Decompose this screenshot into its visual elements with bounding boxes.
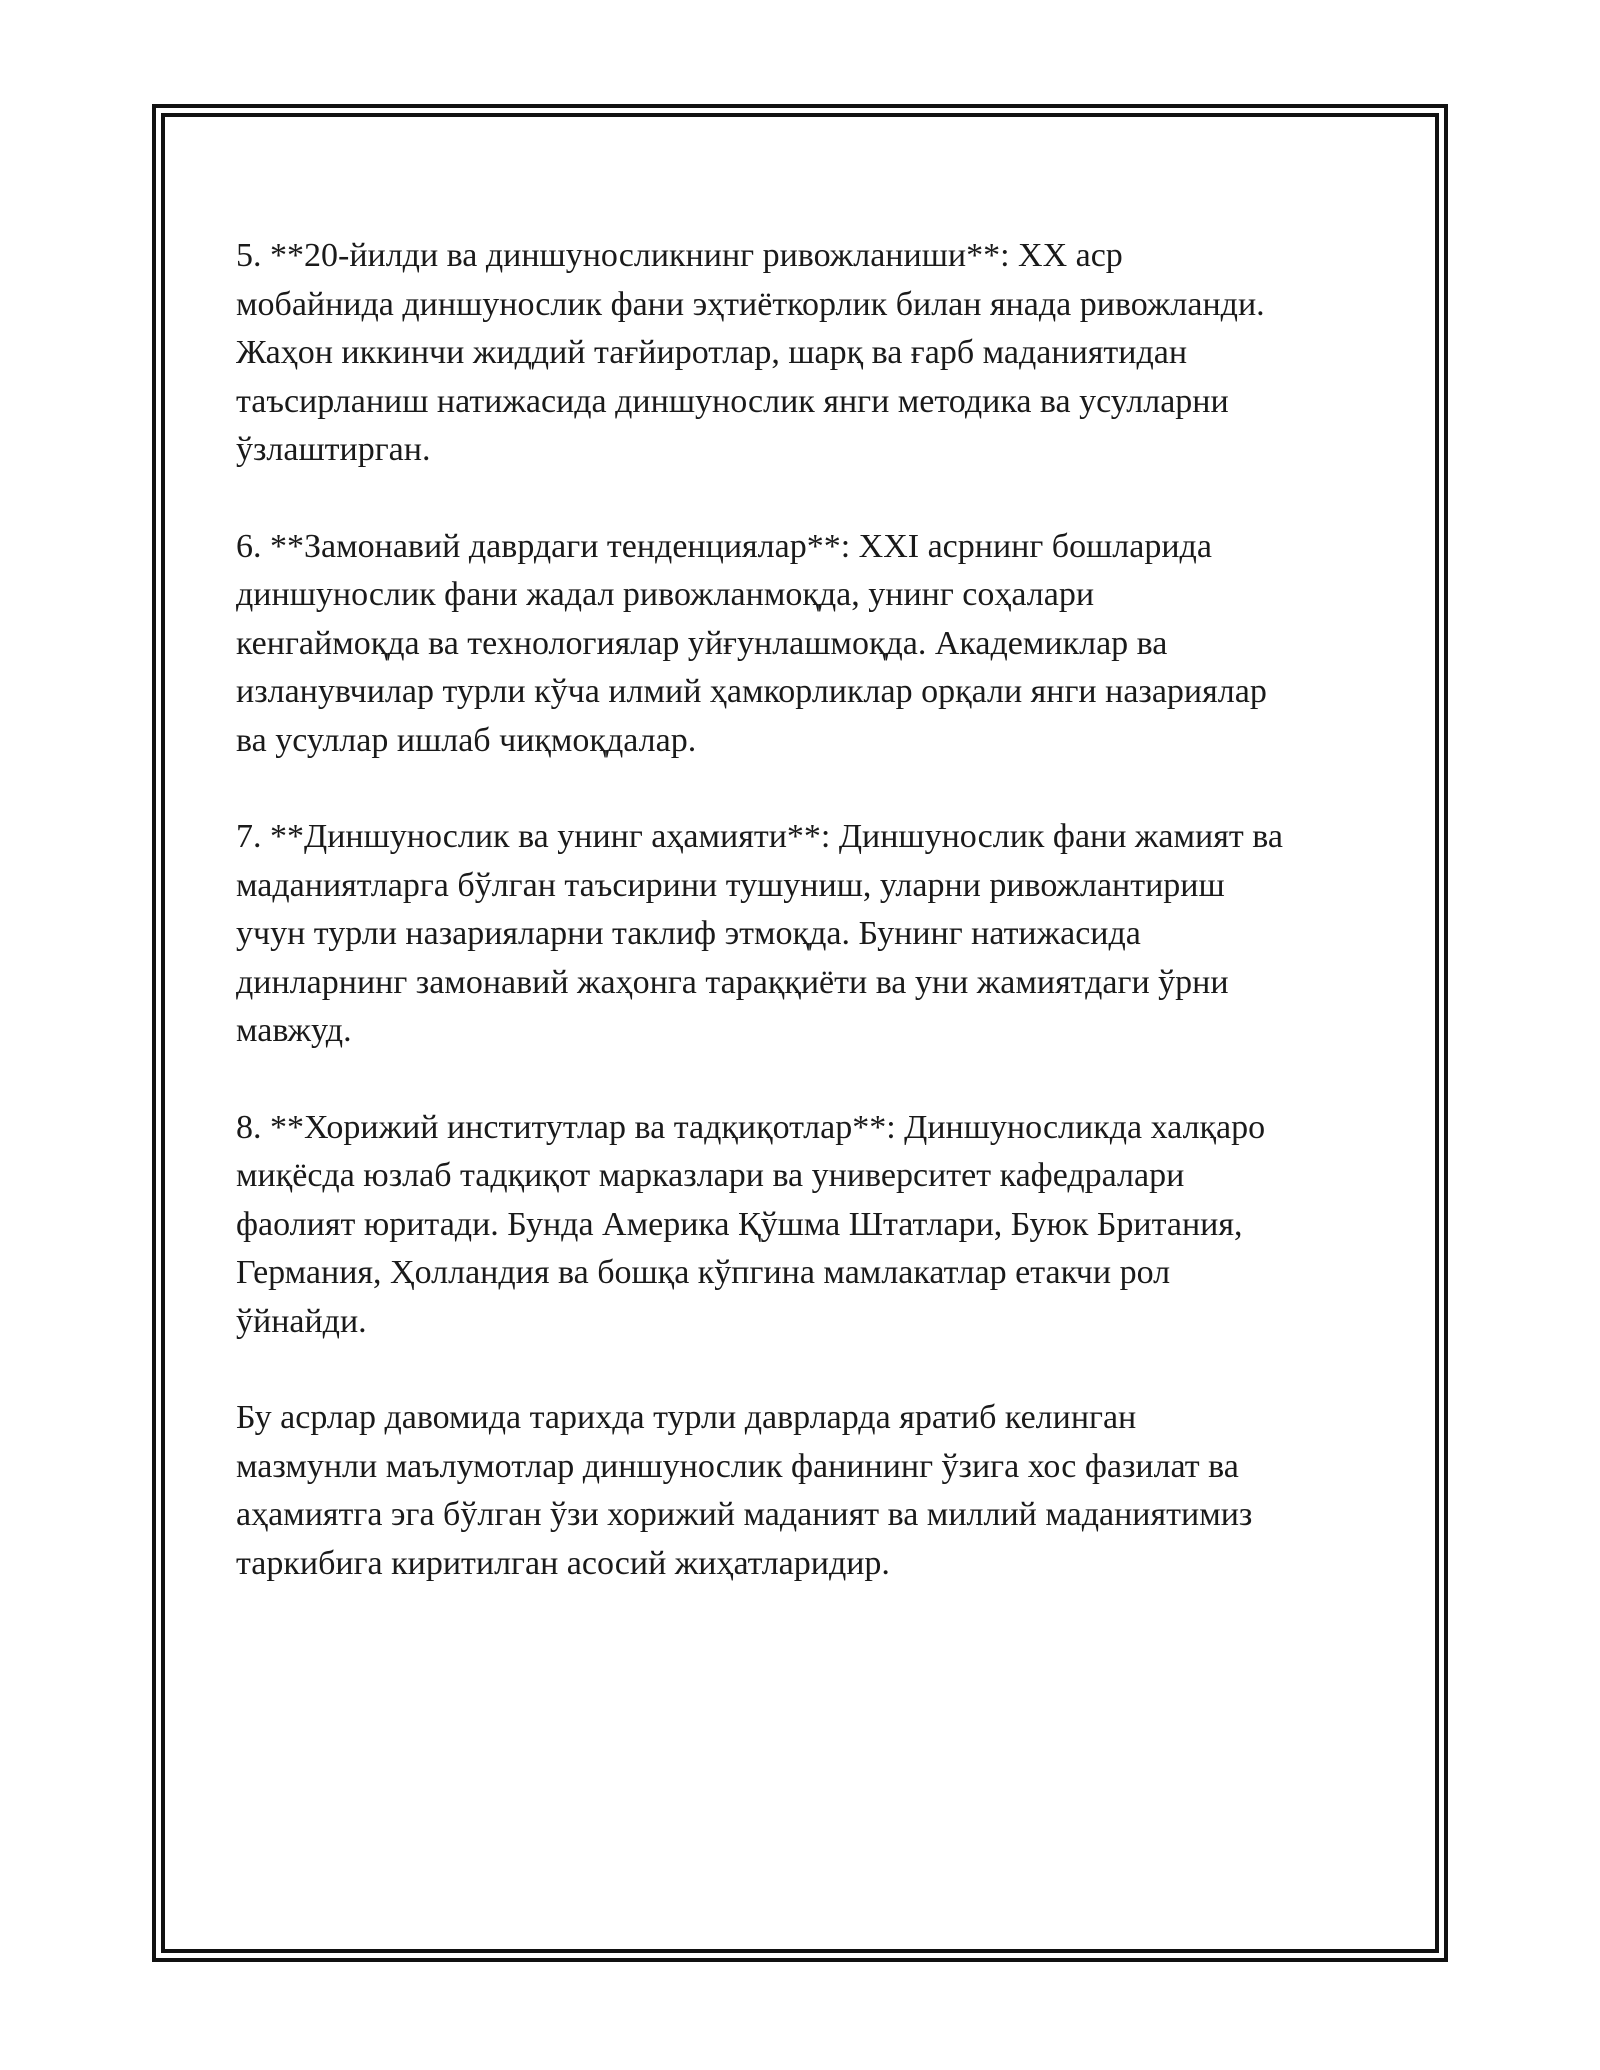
paragraph-item-7: 7. **Диншунослик ва унинг аҳамияти**: Диншунослик фани жамият ва маданиятларга бўлган таъсирини тушуниш, уларни ривожлантириш учун турли назарияларни таклиф этмоқда. Бунинг натижасида динларнинг замонавий жаҳонга тараққиёти ва уни жамиятдаги ўрни мавжуд. (236, 818, 1283, 1049)
document-body (236, 232, 1376, 1636)
paragraph-item-5: 5. **20-йилди ва диншуносликнинг ривожланиши**: XX аср мобайнида диншунослик фани эҳтиёткорлик билан янада ривожланди. Жаҳон иккинчи жиддий тағйиротлар, шарқ ва ғарб маданиятидан таъсирланиш натижасида диншунослик янги методика ва усулларни ўзлаштирган. (236, 237, 1265, 468)
paragraph-item-6: 6. **Замонавий даврдаги тенденциялар**: XXI асрнинг бошларида диншунослик фани жадал ривожланмоқда, унинг соҳалари кенгаймоқда ва технологиялар уйғунлашмоқда. Академиклар ва изланувчилар турли кўча илмий ҳамкорликлар орқали янги назариялар ва усуллар ишлаб чиқмоқдалар. (236, 527, 1267, 759)
paragraph-item-8: 8. **Хорижий институтлар ва тадқиқотлар**: Диншуносликда халқаро миқёсда юзлаб тадқиқот марказлари ва университет кафедралари фаолият юритади. Бунда Америка Қўшма Штатлари, Буюк Британия, Германия, Ҳолландия ва бошқа кўпгина мамлакатлар етакчи рол ўйнайди. (236, 1108, 1266, 1340)
paragraph-conclusion: Бу асрлар давомида тарихда турли даврларда яратиб келинган мазмунли маълумотлар диншунослик фанининг ўзига хос фазилат ва аҳамиятга эга бўлган ўзи хорижий маданият ва миллий маданиятимиз таркибига киритилган асосий жиҳатларидир. (236, 1399, 1253, 1582)
